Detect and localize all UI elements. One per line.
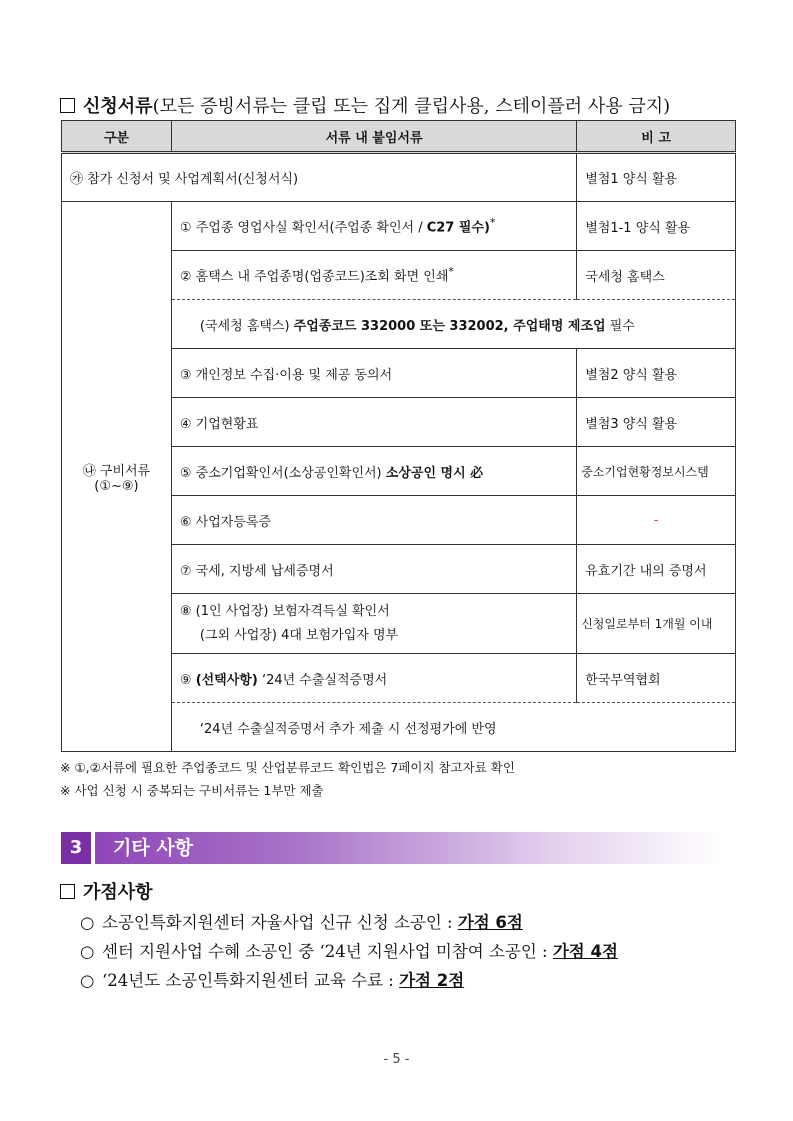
section-title: [60, 92, 670, 118]
section-3-title: 기타 사항: [113, 837, 194, 859]
bonus-title: [60, 878, 153, 904]
row-9-doc: [171, 654, 576, 703]
group-na-line1: ㉯ 구비서류: [82, 463, 151, 479]
header-documents: 서류 내 붙임서류: [171, 121, 576, 153]
header-category: 구분: [62, 121, 172, 153]
row-8-doc: [171, 594, 576, 654]
row-2-doc: [171, 251, 576, 300]
section-3-number: 3: [61, 832, 95, 864]
group-na-line2: (①~⑨): [94, 478, 139, 494]
header-remarks: 비 고: [577, 121, 736, 153]
row-ga-note: 별첨1 양식 활용: [577, 153, 736, 202]
row-8-note: 신청일로부터 1개월 이내: [577, 594, 736, 654]
row-8-line2: (그외 사업장) 4대 보험가입자 명부: [199, 627, 399, 643]
row-5-bold: 소상공인 명시 必: [385, 465, 484, 481]
list-item: [80, 908, 618, 937]
row-2-detail-bold: 주업종코드 332000 또는 332002, 주업태명 제조업: [293, 318, 606, 334]
section-title-rest: (모든 증빙서류는 클립 또는 집게 클립사용, 스테이플러 사용 금지): [152, 96, 671, 117]
row-7-doc: ⑦ 국세, 지방세 납세증명서: [171, 545, 576, 594]
row-ga-label: ㉮ 참가 신청서 및 사업계획서(신청서식): [62, 153, 577, 202]
bonus-item-1-points: 가점 6점: [457, 913, 523, 932]
table-header-row: [62, 121, 736, 153]
row-6-note: -: [577, 496, 736, 545]
row-6-doc: ⑥ 사업자등록증: [171, 496, 576, 545]
list-item: [80, 937, 618, 966]
circle-bullet-icon: ○: [80, 913, 95, 932]
bonus-title-text: 가점사항: [83, 882, 153, 903]
row-9-note: 한국무역협회: [577, 654, 736, 703]
documents-table: [61, 120, 736, 752]
row-5-text: ⑤ 중소기업확인서(소상공인확인서): [179, 465, 386, 481]
row-1-text: ① 주업종 영업사실 확인서(주업종 확인서 /: [179, 220, 427, 236]
row-2-detail-post: 필수: [605, 318, 635, 334]
bonus-item-1-text: 소공인특화지원센터 자율사업 신규 신청 소공인 :: [102, 913, 458, 932]
checkbox-square-icon: [60, 884, 75, 899]
row-4-doc: ④ 기업현황표: [171, 398, 576, 447]
row-3-doc: ③ 개인정보 수집·이용 및 제공 동의서: [171, 349, 576, 398]
bonus-item-3-text: ‘24년도 소공인특화지원센터 교육 수료 :: [102, 971, 400, 990]
row-9-text: ‘24년 수출실적증명서: [257, 672, 388, 688]
circle-bullet-icon: ○: [80, 942, 95, 961]
bonus-item-2-text: 센터 지원사업 수혜 소공인 중 ‘24년 지원사업 미참여 소공인 :: [102, 942, 553, 961]
bonus-item-2-points: 가점 4점: [552, 942, 618, 961]
table-row: [62, 202, 736, 251]
notes: [60, 756, 515, 802]
group-na-label: [62, 202, 172, 752]
row-2-sup: *: [448, 265, 454, 279]
row-1-note: 별첨1-1 양식 활용: [577, 202, 736, 251]
section-title-strong: 신청서류: [83, 96, 153, 117]
page-number: - 5 -: [383, 1052, 410, 1067]
row-4-note: 별첨3 양식 활용: [577, 398, 736, 447]
circle-bullet-icon: ○: [80, 971, 95, 990]
row-9-detail: ‘24년 수출실적증명서 추가 제출 시 선정평가에 반영: [171, 703, 735, 752]
row-5-doc: [171, 447, 576, 496]
row-9-pre: ⑨: [179, 672, 196, 688]
note-2: ※ 사업 신청 시 중복되는 구비서류는 1부만 제출: [60, 783, 324, 798]
checkbox-square-icon: [60, 98, 75, 113]
row-9-bold: (선택사항): [195, 672, 258, 688]
section-3-banner: [61, 832, 721, 864]
note-1: ※ ①,②서류에 필요한 주업종코드 및 산업분류코드 확인법은 7페이지 참고자료 확인: [60, 760, 515, 775]
row-1-doc: [171, 202, 576, 251]
row-2-detail: [171, 300, 735, 349]
row-1-bold: C27 필수): [426, 220, 490, 236]
table-row: [62, 153, 736, 202]
list-item: [80, 966, 618, 995]
row-3-note: 별첨2 양식 활용: [577, 349, 736, 398]
bonus-list: [80, 908, 618, 995]
row-2-text: ② 홈택스 내 주업종명(업종코드)조회 화면 인쇄: [179, 269, 449, 285]
row-2-detail-pre: (국세청 홈택스): [199, 318, 294, 334]
row-2-note: 국세청 홈택스: [577, 251, 736, 300]
row-1-sup: *: [489, 216, 496, 230]
row-8-line1: ⑧ (1인 사업장) 보험자격득실 확인서: [179, 603, 390, 619]
row-5-note: 중소기업현황정보시스템: [577, 447, 736, 496]
row-7-note: 유효기간 내의 증명서: [577, 545, 736, 594]
bonus-item-3-points: 가점 2점: [399, 971, 465, 990]
